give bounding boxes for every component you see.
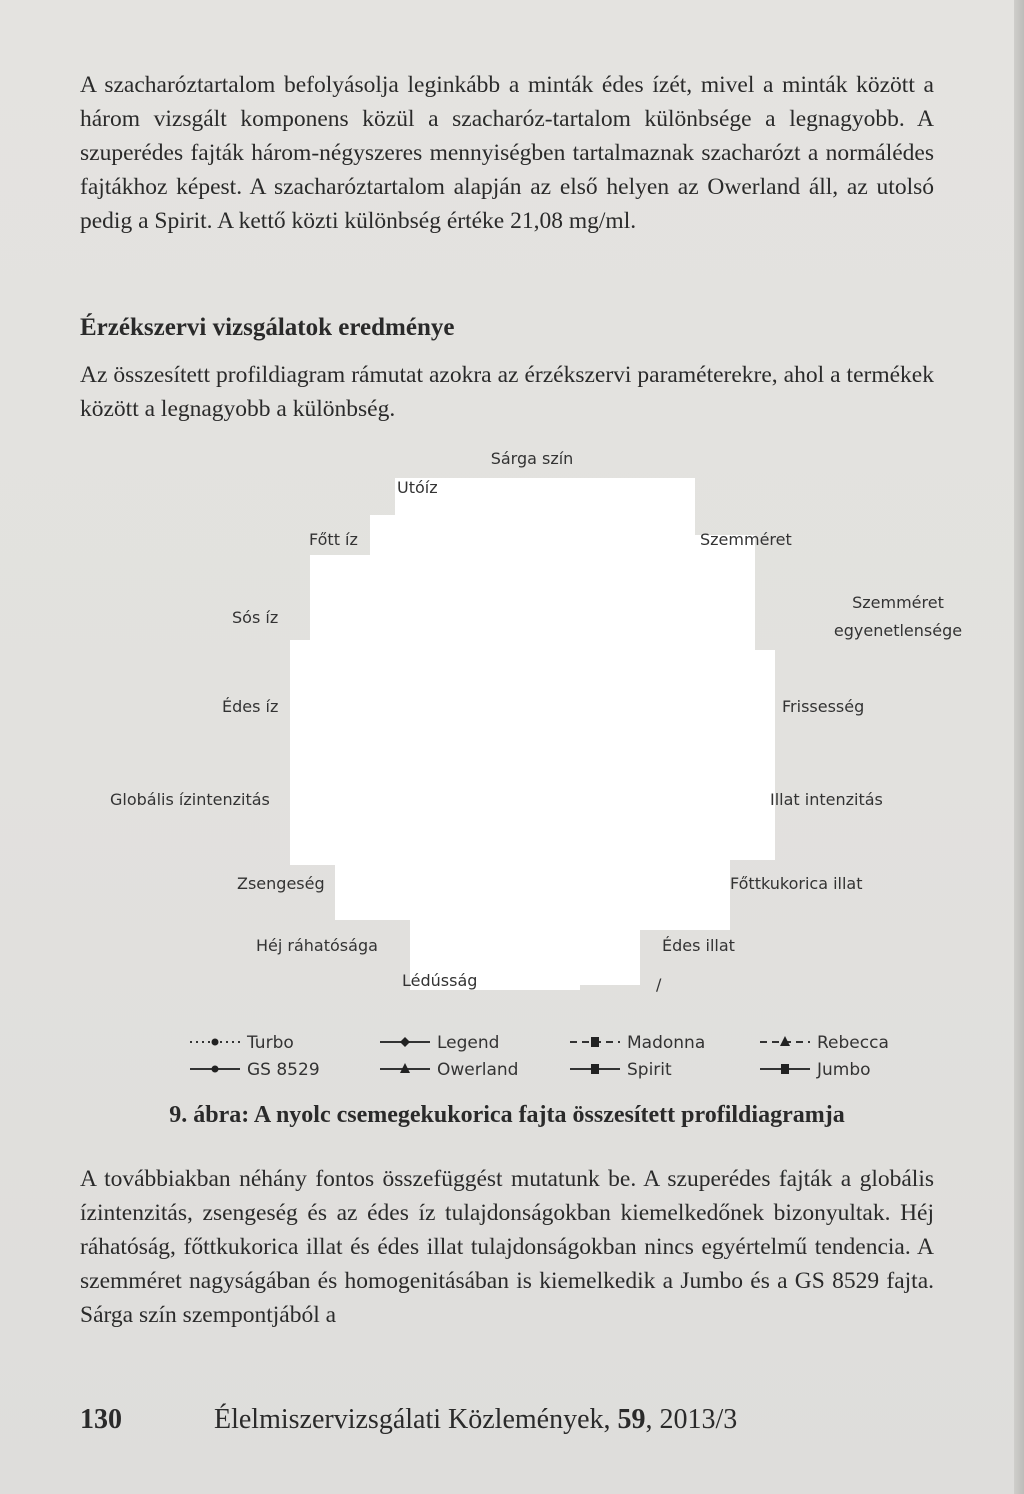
journal-issue: , 2013/3 (645, 1404, 738, 1435)
legend-item (570, 1060, 672, 1080)
axis-label: Frissesség (782, 697, 865, 716)
legend-item (190, 1060, 320, 1080)
legend-label: Madonna (627, 1033, 706, 1053)
legend-item (760, 1060, 871, 1080)
journal-volume: 59 (617, 1404, 646, 1435)
legend-item (570, 1033, 705, 1053)
legend-marker (400, 1037, 410, 1047)
axis-label: Illat intenzitás (770, 790, 883, 809)
section-heading: Érzékszervi vizsgálatok eredménye (80, 314, 455, 341)
journal-name: Élelmiszervizsgálati Közlemények, (214, 1404, 618, 1435)
legend-marker (591, 1064, 599, 1074)
plot-area (290, 478, 775, 990)
axis-label: Szemméret egyenetlensége (833, 593, 963, 640)
axis-label: Utóíz (397, 478, 438, 497)
legend-label: Owerland (437, 1060, 519, 1080)
legend-label: Legend (437, 1033, 500, 1053)
legend-label: Spirit (627, 1060, 672, 1080)
legend-item (380, 1060, 518, 1080)
figure-caption: 9. ábra: A nyolc csemegekukorica fajta összesített profildiagramja (169, 1102, 845, 1128)
legend-item (380, 1033, 499, 1053)
legend-label: Turbo (247, 1033, 294, 1053)
axis-label: Főttkukorica illat (730, 874, 863, 893)
axis-label: / (656, 975, 662, 994)
paragraph-relationships: A továbbiakban néhány fontos összefüggést mutatunk be. A szuperédes fajták a globális ízintenzitás, zsengeség és az édes íz tulajdonságokban kiemelkedőnek bizonyultak. Héj ráhatóság, főttkukorica illat és édes illat tulajdonságokban nincs egyértelmű tendencia. A szemméret nagyságában és homogenitásában is kiemelkedik a Jumbo és a GS 8529 fajta. Sárga szín szempontjából a (80, 1166, 934, 1328)
legend-marker (212, 1039, 219, 1046)
axis-label: Zsengeség (237, 874, 325, 893)
axis-label: Édes íz (222, 697, 279, 716)
axis-label: Sós íz (232, 608, 279, 627)
axis-label: Globális ízintenzitás (110, 790, 270, 809)
axis-label: Lédússág (402, 971, 478, 990)
paragraph-sucrose: A szacharóztartalom befolyásolja leginkább a minták édes ízét, mivel a minták között a három vizsgált komponens közül a szacharóz-tartalom különbsége a legnagyobb. A szuperédes fajták három-négyszeres mennyiségben tartalmaznak szacharózt a normálédes fajtákhoz képest. A szacharóztartalom alapján az első helyen az Owerland áll, az utolsó pedig a Spirit. A kettő közti különbség értéke 21,08 mg/ml. (80, 72, 934, 234)
legend-label: Rebecca (817, 1033, 889, 1053)
axis-label: Sárga szín (490, 449, 574, 468)
axis-label: Főtt íz (309, 530, 358, 549)
radar-chart-svg (80, 440, 963, 1100)
legend-item (760, 1033, 889, 1053)
legend-label: Jumbo (817, 1060, 871, 1080)
axis-label: Szemméret (700, 530, 792, 549)
journal-reference (214, 1404, 737, 1436)
page-number: 130 (80, 1404, 122, 1435)
radar-chart (80, 440, 963, 1100)
legend-label: GS 8529 (247, 1060, 320, 1080)
legend-marker (591, 1037, 599, 1047)
legend-item (190, 1033, 294, 1053)
page-edge (1014, 0, 1024, 1494)
axis-label: Édes illat (662, 936, 735, 955)
legend-marker (212, 1066, 219, 1073)
paragraph-profile-intro: Az összesített profildiagram rámutat azokra az érzékszervi paraméterekre, ahol a termékek között a legnagyobb a különbség. (80, 362, 934, 422)
axis-label: Héj ráhatósága (256, 936, 378, 955)
legend-marker (781, 1064, 789, 1074)
